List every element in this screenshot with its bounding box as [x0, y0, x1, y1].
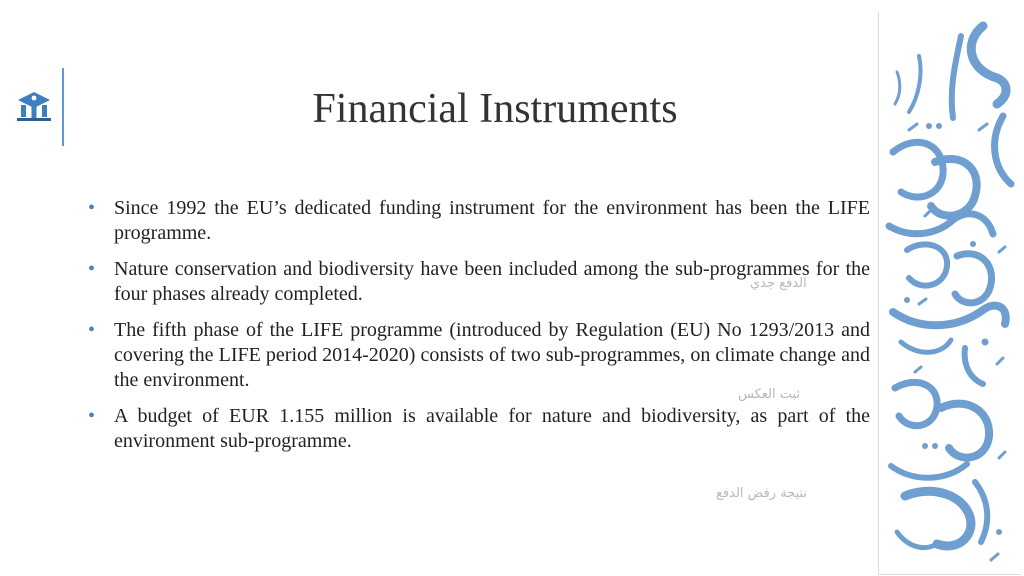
bullet-item: [88, 404, 870, 454]
arabic-calligraphy-icon: [879, 12, 1021, 574]
calligraphy-panel: [878, 12, 1021, 575]
bullet-marker: •: [88, 319, 96, 341]
watermark-text: الدفع جدي: [750, 276, 807, 291]
logo-divider: [62, 68, 64, 146]
bullet-text: A budget of EUR 1.155 million is available for nature and biodiversity, as part of the environment sub-programme.: [114, 405, 870, 452]
bullet-item: [88, 196, 870, 246]
watermark-text: نتيجة رفض الدفع: [716, 486, 808, 501]
bullet-text: Nature conservation and biodiversity have been included among the sub-programmes for the four phases already completed.: [114, 258, 870, 305]
bullet-list: [88, 196, 870, 465]
slide-title: Financial Instruments: [312, 86, 678, 132]
bullet-item: [88, 318, 870, 393]
watermark-text: ثبت العكس: [738, 387, 801, 402]
bullet-marker: •: [88, 197, 96, 219]
bullet-marker: •: [88, 258, 96, 280]
bullet-marker: •: [88, 405, 96, 427]
university-logo-icon: [12, 88, 56, 128]
bullet-text: Since 1992 the EU’s dedicated funding instrument for the environment has been the LIFE programme.: [114, 197, 870, 244]
bullet-text: The fifth phase of the LIFE programme (introduced by Regulation (EU) No 1293/2013 and covering the LIFE period 2014-2020) consists of two sub-programmes, on climate change and the environment.: [114, 319, 870, 391]
